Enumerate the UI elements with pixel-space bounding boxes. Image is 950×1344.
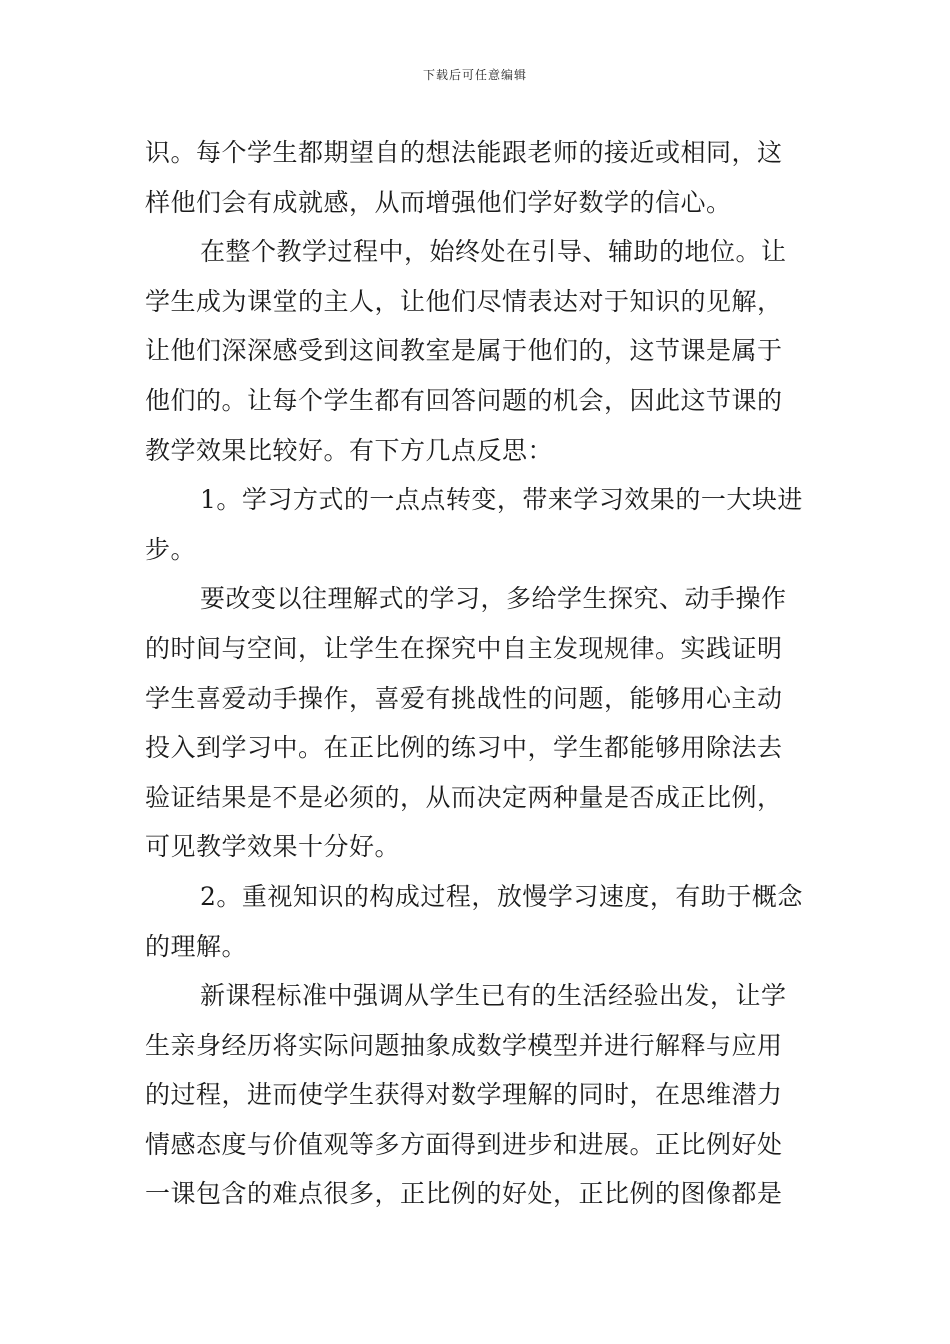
text-line: 步。 — [145, 534, 197, 564]
text-line: 识。每个学生都期望自的想法能跟老师的接近或相同，这 — [145, 138, 783, 167]
text-line: 的过程，进而使学生获得对数学理解的同时，在思维潜力 — [145, 1080, 783, 1110]
text-line: 情感态度与价值观等多方面得到进步和进展。正比例好处 — [145, 1129, 783, 1159]
text-line: 生亲身经历将实际问题抽象成数学模型并进行解释与应用 — [145, 1030, 783, 1060]
text-line: 1。学习方式的一点点转变，带来学习效果的一大块进 — [200, 485, 803, 515]
text-line: 验证结果是不是必须的，从而决定两种量是否成正比例， — [145, 782, 783, 812]
text-line: 样他们会有成就感，从而增强他们学好数学的信心。 — [145, 187, 732, 217]
page-header: 下载后可任意编辑 — [422, 68, 527, 82]
text-line: 2。重视知识的构成过程，放慢学习速度，有助于概念 — [200, 881, 803, 911]
text-line: 的理解。 — [145, 931, 248, 961]
text-line: 他们的。让每个学生都有回答问题的机会，因此这节课的 — [145, 385, 783, 415]
text-line: 一课包含的难点很多，正比例的好处，正比例的图像都是 — [145, 1179, 783, 1209]
text-line: 的时间与空间，让学生在探究中自主发现规律。实践证明 — [145, 633, 783, 663]
document-body — [145, 128, 809, 1219]
text-line: 要改变以往理解式的学习，多给学生探究、动手操作 — [200, 584, 787, 614]
text-line: 学生喜爱动手操作，喜爱有挑战性的问题，能够用心主动 — [145, 683, 783, 713]
text-line: 可见教学效果十分好。 — [145, 832, 401, 862]
text-line: 让他们深深感受到这间教室是属于他们的，这节课是属于 — [145, 336, 783, 366]
text-line: 学生成为课堂的主人，让他们尽情表达对于知识的见解， — [145, 286, 783, 316]
text-line: 在整个教学过程中，始终处在引导、辅助的地位。让 — [200, 237, 787, 267]
text-line: 新课程标准中强调从学生已有的生活经验出发，让学 — [200, 981, 787, 1011]
text-line: 投入到学习中。在正比例的练习中，学生都能够用除法去 — [145, 733, 783, 763]
text-line: 教学效果比较好。有下方几点反思： — [145, 435, 554, 465]
